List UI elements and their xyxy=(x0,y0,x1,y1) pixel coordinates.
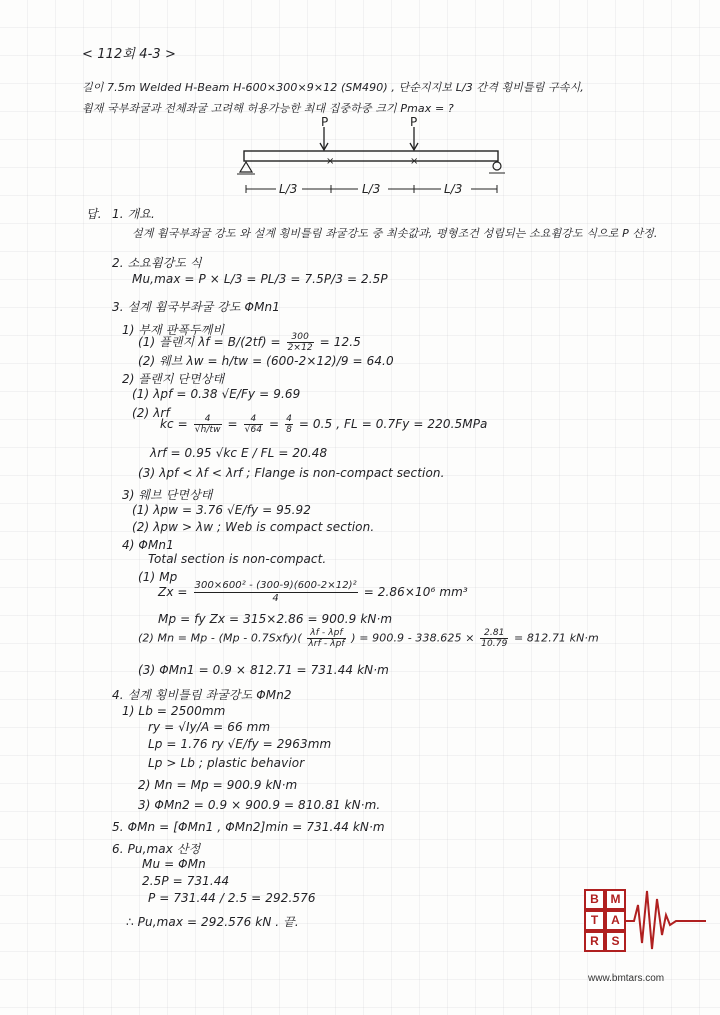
section-3-4-zx: Zx = $\frac{\text{300×600² - (300-9)(600-2×12)²}}{4}$ = 2.86×10⁶ mm³ xyxy=(158,580,468,604)
section-4-ry: ry = √Iy/A = 66 mm xyxy=(148,720,271,734)
problem-line-1: 길이 7.5m Welded H-Beam H-600×300×9×12 (SM490) , 단순지지보 L/3 간격 횡비틀림 구속시, xyxy=(82,81,584,94)
lambda-fraction: $\frac{\text{λf - λpf}}{\text{λrf - λpf}}$ xyxy=(308,628,345,649)
section-3-1-flange xyxy=(138,332,361,353)
section-3-2-flange-result: (3) λpf < λf < λrf ; Flange is non-compact section. xyxy=(138,466,445,480)
section-4-lb: 1) Lb = 2500mm xyxy=(122,704,226,718)
section-3-3-web-result: (2) λpw > λw ; Web is compact section. xyxy=(132,520,375,534)
logo-letter-b: B xyxy=(584,889,605,910)
span-label-2: L/3 xyxy=(362,182,381,196)
section-4-title: 4. 설계 횡비틀림 좌굴강도 ΦMn2 xyxy=(112,688,292,702)
section-6-title: 6. Pu,max 산정 xyxy=(112,842,201,856)
brace-mark-right: × xyxy=(410,156,419,167)
logo-letter-s: S xyxy=(605,931,626,952)
bmtars-logo xyxy=(584,889,704,979)
section-3-4-phi-mn1: (3) ΦMn1 = 0.9 × 812.71 = 731.44 kN·m xyxy=(138,663,389,677)
section-3-3-title: 3) 웨브 단면상태 xyxy=(122,488,213,502)
section-3-4-total: Total section is non-compact. xyxy=(148,552,327,566)
beam-member xyxy=(244,151,498,161)
section-3-2-title: 2) 플랜지 단면상태 xyxy=(122,372,225,386)
section-4-lp: Lp = 1.76 ry √E/fy = 2963mm xyxy=(148,737,332,751)
load-label-right: P xyxy=(410,115,418,129)
kc-fraction-3: $\frac{4}{8}$ xyxy=(286,414,292,435)
zx-fraction: $\frac{\text{300×600² - (300-9)(600-2×12)²}}{4}$ xyxy=(194,580,357,604)
pulse-wave-icon xyxy=(626,885,706,955)
section-2-title: 2. 소요휨강도 식 xyxy=(112,256,202,270)
kc-fraction-2: $\frac{4}{√64}$ xyxy=(244,414,263,435)
logo-letter-r: R xyxy=(584,931,605,952)
ratio-fraction: $\frac{2.81}{10.79}$ xyxy=(481,628,508,649)
logo-letter-t: T xyxy=(584,910,605,931)
section-3-3-lpw: (1) λpw = 3.76 √E/fy = 95.92 xyxy=(132,503,311,517)
section-3-4-mp-label: (1) Mp xyxy=(138,570,178,584)
roller-support-right xyxy=(493,162,501,170)
section-4-mn: 2) Mn = Mp = 900.9 kN·m xyxy=(138,778,298,792)
section-4-compare: Lp > Lb ; plastic behavior xyxy=(148,756,305,770)
section-3-1-title: 1) 부재 판폭두께비 xyxy=(122,323,225,337)
section-3-2-lpf: (1) λpf = 0.38 √E/Fy = 9.69 xyxy=(132,387,301,401)
flange-ratio-label: (1) 플랜지 λf = B/(2tf) = xyxy=(138,335,281,349)
section-3-2-kc: kc = $\frac{4}{√h/tw}$ = $\frac{4}{√64}$ = $\frac{4}{8}$ = 0.5 , FL = 0.7Fy = 220.5MPa xyxy=(160,414,488,435)
section-3-2-lrf: λrf = 0.95 √kc E / FL = 20.48 xyxy=(150,446,328,460)
section-6-eq-3: P = 731.44 / 2.5 = 292.576 xyxy=(148,891,316,905)
problem-line-2: 휨재 국부좌굴과 전체좌굴 고려해 허용가능한 최대 집중하중 크기 Pmax = ? xyxy=(82,102,454,115)
section-2-equation: Mu,max = P × L/3 = PL/3 = 7.5P/3 = 2.5P xyxy=(132,272,388,286)
answer-lead: 답. xyxy=(86,207,102,221)
logo-letter-a: A xyxy=(605,910,626,931)
problem-id: < 112회 4-3 > xyxy=(82,47,176,62)
section-1-title: 1. 개요. xyxy=(112,207,155,221)
span-label-3: L/3 xyxy=(444,182,463,196)
section-3-4-mn: (2) Mn = Mp - (Mp - 0.7Sxfy)( $\frac{\text{λf - λpf}}{\text{λrf - λpf}}$ ) = 900.9 - 338.625 × $\frac{2.81}{10.79}$ = 812.71 kN·m xyxy=(138,628,599,649)
section-1-text: 설계 휨국부좌굴 강도 와 설계 횡비틀림 좌굴강도 중 최솟값과, 평형조건 성립되는 소요휨강도 식으로 P 산정. xyxy=(132,227,658,240)
section-6-eq-1: Mu = ΦMn xyxy=(142,857,206,871)
load-label-left: P xyxy=(321,115,329,129)
section-3-4-mp: Mp = fy Zx = 315×2.86 = 900.9 kN·m xyxy=(158,612,393,626)
section-3-1-web: (2) 웨브 λw = h/tw = (600-2×12)/9 = 64.0 xyxy=(138,354,394,368)
span-label-1: L/3 xyxy=(279,182,298,196)
section-3-2-lrf-label: (2) λrf xyxy=(132,406,170,420)
flange-ratio-fraction: $\frac{300}{2\times 12}$ xyxy=(287,332,313,353)
kc-fraction-1: $\frac{4}{√h/tw}$ xyxy=(194,414,221,435)
section-6-final: ∴ Pu,max = 292.576 kN . 끝. xyxy=(126,915,299,929)
flange-ratio-result: = 12.5 xyxy=(319,335,361,349)
brace-mark-left: × xyxy=(326,156,335,167)
section-3-title: 3. 설계 휨국부좌굴 강도 ΦMn1 xyxy=(112,300,280,314)
section-5-result: 5. ΦMn = [ΦMn1 , ΦMn2]min = 731.44 kN·m xyxy=(112,820,385,834)
logo-url: www.bmtars.com xyxy=(588,973,665,984)
section-4-phi-mn2: 3) ΦMn2 = 0.9 × 900.9 = 810.81 kN·m. xyxy=(138,798,381,812)
logo-letter-m: M xyxy=(605,889,626,910)
section-3-4-title: 4) ΦMn1 xyxy=(122,538,174,552)
section-6-eq-2: 2.5P = 731.44 xyxy=(142,874,230,888)
pin-support-left xyxy=(240,162,252,172)
